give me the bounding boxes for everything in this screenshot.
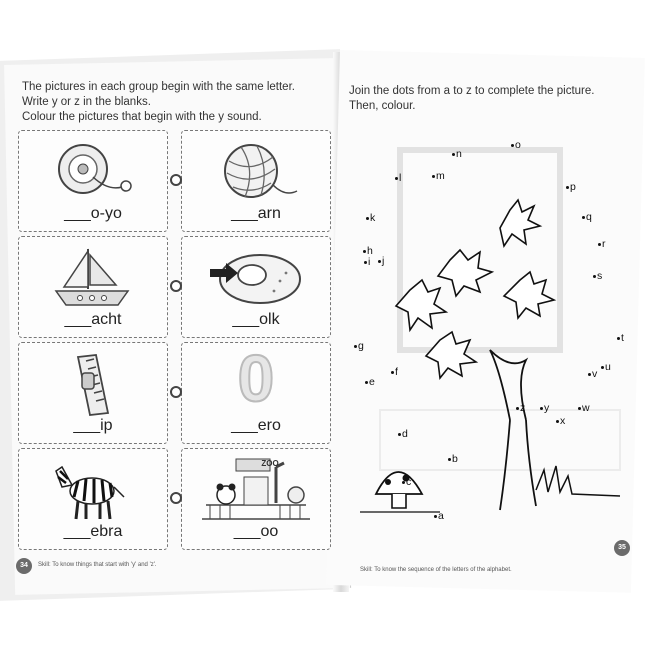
dot-label: l bbox=[395, 172, 401, 184]
word-blank: ___ero bbox=[231, 417, 281, 434]
word-blank: ___o-yo bbox=[64, 205, 122, 222]
word-blank: ___oo bbox=[233, 523, 279, 540]
dot-label: d bbox=[398, 428, 408, 440]
right-page-number: 35 bbox=[614, 540, 630, 556]
dot-label: v bbox=[588, 368, 597, 380]
dot-label: w bbox=[578, 402, 590, 414]
dot-label: z bbox=[516, 402, 525, 414]
cell-yolk bbox=[181, 236, 331, 338]
dot-label: x bbox=[556, 415, 565, 427]
left-instruction-1: The pictures in each group begin with the same letter. bbox=[22, 81, 295, 93]
zero-icon: 0 bbox=[237, 341, 275, 415]
cell-zero bbox=[181, 342, 331, 444]
connect-the-dots-picture bbox=[340, 120, 640, 540]
dot-label: q bbox=[582, 211, 592, 223]
dot-label: r bbox=[598, 238, 606, 250]
zip-icon bbox=[48, 351, 138, 417]
cell-zebra bbox=[18, 448, 168, 550]
yo-yo-icon bbox=[48, 139, 138, 205]
binder-ring bbox=[170, 280, 182, 292]
right-instruction-2: Then, colour. bbox=[349, 100, 416, 112]
dot-label: h bbox=[363, 245, 373, 257]
zebra-icon bbox=[48, 457, 138, 523]
dot-label: k bbox=[366, 212, 375, 224]
left-instruction-3: Colour the pictures that begin with the y sound. bbox=[22, 111, 262, 123]
dot-label: n bbox=[452, 148, 462, 160]
dot-label: o bbox=[511, 139, 521, 151]
word-grid bbox=[18, 130, 333, 550]
dot-label: p bbox=[566, 181, 576, 193]
dot-label: e bbox=[365, 376, 375, 388]
left-footer: Skill: To know things that start with 'y' and 'z'. bbox=[38, 562, 157, 568]
dot-label: c bbox=[402, 476, 411, 488]
binder-ring bbox=[170, 386, 182, 398]
word-blank: ___acht bbox=[64, 311, 122, 328]
left-page-number: 34 bbox=[16, 558, 32, 574]
left-instruction-2: Write y or z in the blanks. bbox=[22, 96, 151, 108]
cell-zip bbox=[18, 342, 168, 444]
cell-yo-yo bbox=[18, 130, 168, 232]
dot-label: m bbox=[432, 170, 445, 182]
yacht-icon bbox=[48, 245, 138, 311]
right-footer: Skill: To know the sequence of the letters of the alphabet. bbox=[360, 567, 512, 573]
word-blank: ___ip bbox=[73, 417, 113, 434]
word-blank: ___olk bbox=[232, 311, 280, 328]
dot-label: b bbox=[448, 453, 458, 465]
dot-label: t bbox=[617, 332, 624, 344]
cell-yacht bbox=[18, 236, 168, 338]
word-blank: ___arn bbox=[231, 205, 281, 222]
dot-label: i bbox=[364, 256, 370, 268]
yolk-icon bbox=[208, 245, 304, 311]
dot-label: y bbox=[540, 402, 549, 414]
dot-label: j bbox=[378, 255, 384, 267]
word-blank: ___ebra bbox=[63, 523, 123, 540]
binder-ring bbox=[170, 492, 182, 504]
dot-label: u bbox=[601, 361, 611, 373]
yarn-icon bbox=[211, 139, 301, 205]
dot-label: g bbox=[354, 340, 364, 352]
cell-zoo bbox=[181, 448, 331, 550]
right-instruction-1: Join the dots from a to z to complete the picture. bbox=[349, 85, 595, 97]
cell-yarn bbox=[181, 130, 331, 232]
binder-ring bbox=[170, 174, 182, 186]
dot-label: a bbox=[434, 510, 444, 522]
zoo-sign: ZOO bbox=[261, 459, 279, 468]
dot-label: f bbox=[391, 366, 398, 378]
dot-label: s bbox=[593, 270, 602, 282]
